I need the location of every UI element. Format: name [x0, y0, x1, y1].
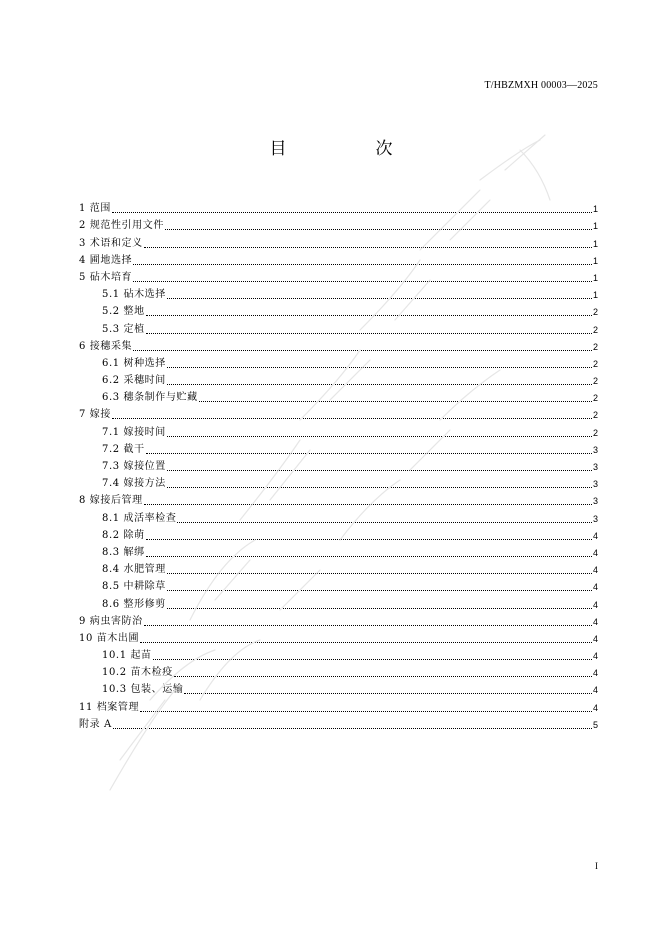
- toc-entry[interactable]: [79, 507, 598, 524]
- toc-entry[interactable]: [79, 611, 598, 628]
- toc-leader-dots: [133, 263, 592, 265]
- toc-entry[interactable]: [79, 404, 598, 421]
- toc-entry-label: 4 圃地选择: [79, 254, 133, 266]
- toc-entry-page: 2: [592, 358, 598, 369]
- toc-entry-page: 3: [592, 479, 598, 490]
- toc-entry-label: 5.3 定植: [102, 323, 145, 335]
- toc-entry[interactable]: [79, 439, 598, 456]
- toc-leader-dots: [133, 280, 592, 282]
- toc-entry-page: 2: [592, 324, 598, 335]
- toc-leader-dots: [165, 228, 592, 230]
- toc-entry-label: 10.2 苗木检疫: [102, 667, 173, 679]
- toc-entry-label: 7 嫁接: [79, 409, 111, 421]
- toc-entry-label: 9 病虫害防治: [79, 615, 143, 627]
- toc-entry-page: 4: [592, 547, 598, 558]
- toc-entry-label: 8.6 整形修剪: [102, 598, 166, 610]
- toc-entry-page: 4: [592, 651, 598, 662]
- toc-entry-label: 5.2 整地: [102, 306, 145, 318]
- toc-entry[interactable]: [79, 301, 598, 318]
- toc-leader-dots: [167, 297, 592, 299]
- table-of-contents: [79, 198, 598, 731]
- toc-entry-page: 4: [592, 702, 598, 713]
- toc-leader-dots: [146, 555, 592, 557]
- toc-entry-page: 1: [592, 221, 598, 232]
- toc-entry-page: 3: [592, 462, 598, 472]
- toc-entry-page: 3: [592, 444, 598, 455]
- toc-leader-dots: [167, 469, 592, 471]
- toc-leader-dots: [167, 366, 592, 368]
- toc-entry-label: 3 术语和定义: [79, 237, 143, 249]
- toc-entry-page: 1: [592, 238, 598, 249]
- toc-leader-dots: [184, 692, 592, 694]
- toc-entry[interactable]: [79, 714, 598, 731]
- toc-entry[interactable]: [79, 232, 598, 249]
- toc-leader-dots: [113, 727, 592, 729]
- toc-entry-page: 1: [592, 290, 598, 301]
- toc-leader-dots: [133, 349, 592, 351]
- toc-leader-dots: [140, 710, 592, 712]
- toc-entry-page: 4: [592, 565, 598, 576]
- toc-leader-dots: [144, 503, 592, 505]
- toc-entry[interactable]: [79, 662, 598, 679]
- toc-entry-label: 7.3 嫁接位置: [102, 461, 166, 472]
- toc-entry-label: 5.1 砧木选择: [102, 289, 166, 301]
- toc-entry-label: 10.3 包装、运输: [102, 684, 184, 696]
- toc-entry-label: 8.5 中耕除草: [102, 581, 166, 593]
- toc-entry-label: 7.1 嫁接时间: [102, 426, 166, 438]
- toc-entry-page: 2: [592, 427, 598, 438]
- toc-entry-page: 4: [592, 616, 598, 627]
- toc-entry-page: 4: [592, 685, 598, 696]
- toc-entry[interactable]: [79, 576, 598, 593]
- toc-leader-dots: [177, 521, 592, 523]
- toc-entry[interactable]: [79, 387, 598, 404]
- toc-leader-dots: [167, 383, 592, 385]
- toc-entry[interactable]: [79, 456, 598, 473]
- toc-leader-dots: [146, 538, 592, 540]
- toc-entry[interactable]: [79, 696, 598, 713]
- toc-leader-dots: [167, 589, 592, 591]
- toc-entry[interactable]: [79, 370, 598, 387]
- toc-entry[interactable]: [79, 593, 598, 610]
- toc-entry-label: 6.1 树种选择: [102, 357, 166, 369]
- toc-entry-page: 1: [592, 204, 598, 215]
- toc-entry-label: 10 苗木出圃: [79, 632, 140, 644]
- toc-entry-page: 2: [592, 341, 598, 352]
- toc-entry-page: 2: [592, 410, 598, 421]
- toc-entry-label: 6 接穗采集: [79, 340, 133, 352]
- toc-entry-page: 5: [592, 719, 598, 730]
- toc-entry[interactable]: [79, 679, 598, 696]
- toc-entry[interactable]: [79, 628, 598, 645]
- toc-leader-dots: [174, 675, 592, 677]
- toc-entry[interactable]: [79, 490, 598, 507]
- toc-entry[interactable]: [79, 559, 598, 576]
- toc-entry-label: 7.4 嫁接方法: [102, 478, 166, 490]
- toc-entry-label: 2 规范性引用文件: [79, 220, 164, 232]
- toc-leader-dots: [167, 486, 592, 488]
- toc-entry-page: 2: [592, 307, 598, 318]
- toc-leader-dots: [153, 658, 592, 660]
- toc-entry-page: 2: [592, 376, 598, 387]
- toc-leader-dots: [146, 314, 592, 316]
- toc-entry[interactable]: [79, 215, 598, 232]
- toc-entry[interactable]: [79, 250, 598, 267]
- toc-entry-label: 7.2 截干: [102, 443, 145, 455]
- toc-leader-dots: [167, 435, 592, 437]
- toc-entry[interactable]: [79, 421, 598, 438]
- toc-leader-dots: [146, 452, 592, 454]
- toc-entry-page: 1: [592, 255, 598, 266]
- document-code: T/HBZMXH 00003—2025: [484, 80, 598, 91]
- toc-entry-page: 2: [592, 393, 598, 404]
- toc-entry[interactable]: [79, 525, 598, 542]
- toc-leader-dots: [199, 400, 592, 402]
- toc-entry[interactable]: [79, 473, 598, 490]
- toc-entry-page: 3: [592, 496, 598, 507]
- toc-entry-label: 8.3 解绑: [102, 546, 145, 558]
- toc-entry-label: 5 砧木培育: [79, 271, 133, 283]
- toc-entry-label: 8.1 成活率检查: [102, 512, 177, 524]
- toc-leader-dots: [144, 246, 592, 248]
- toc-entry-label: 8 嫁接后管理: [79, 495, 143, 507]
- toc-entry-page: 4: [592, 633, 598, 644]
- toc-entry-label: 6.2 采穗时间: [102, 375, 166, 387]
- toc-entry-page: 4: [592, 668, 598, 679]
- toc-entry-page: 1: [592, 272, 598, 283]
- toc-entry[interactable]: [79, 318, 598, 335]
- toc-entry-label: 8.2 除萌: [102, 529, 145, 541]
- toc-leader-dots: [112, 211, 592, 213]
- toc-entry-page: 4: [592, 599, 598, 610]
- toc-entry[interactable]: [79, 267, 598, 284]
- toc-leader-dots: [167, 607, 592, 609]
- page-title: 目 次: [269, 139, 429, 159]
- toc-entry-page: 4: [592, 582, 598, 593]
- toc-leader-dots: [112, 417, 592, 419]
- toc-entry-label: 1 范围: [79, 203, 111, 215]
- toc-entry-label: 11 档案管理: [79, 701, 140, 713]
- toc-entry[interactable]: [79, 353, 598, 370]
- toc-leader-dots: [140, 641, 592, 643]
- toc-leader-dots: [167, 572, 592, 574]
- toc-entry[interactable]: [79, 198, 598, 215]
- toc-leader-dots: [144, 624, 592, 626]
- toc-entry[interactable]: [79, 542, 598, 559]
- toc-entry-page: 4: [592, 530, 598, 541]
- toc-entry[interactable]: [79, 336, 598, 353]
- toc-entry-label: 附录 A: [79, 718, 112, 730]
- toc-entry[interactable]: [79, 645, 598, 662]
- toc-entry-label: 8.4 水肥管理: [102, 564, 166, 576]
- page-number: I: [595, 861, 598, 871]
- toc-entry-label: 10.1 起苗: [102, 650, 152, 662]
- toc-entry-label: 6.3 穗条制作与贮藏: [102, 392, 198, 404]
- toc-entry-page: 3: [592, 513, 598, 524]
- toc-entry[interactable]: [79, 284, 598, 301]
- toc-leader-dots: [146, 332, 592, 334]
